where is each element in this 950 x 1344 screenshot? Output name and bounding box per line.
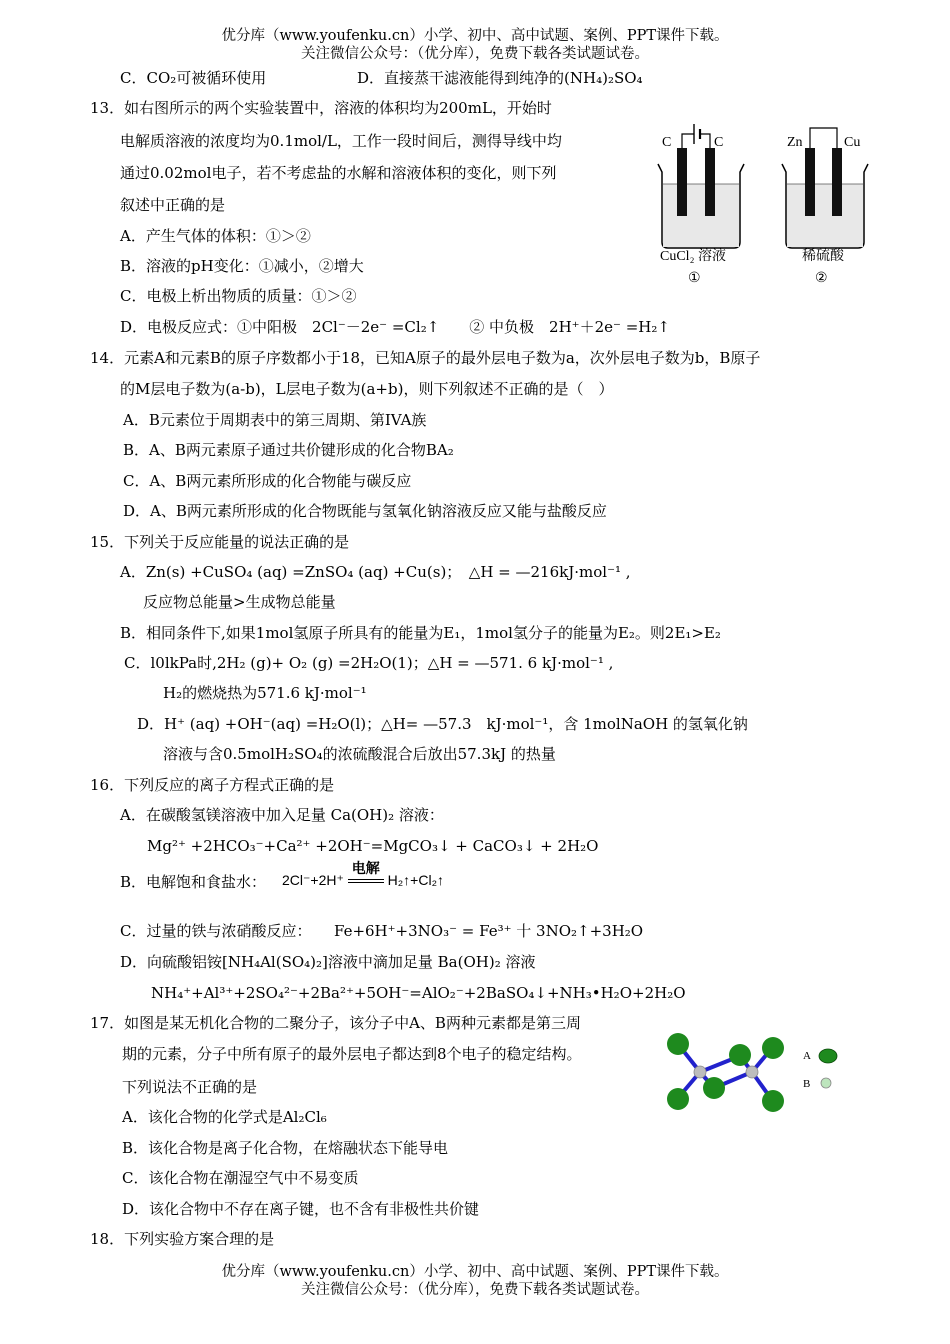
header-line-1: 优分库（www.youfenku.cn）小学、初中、高中试题、案例、PPT课件下载。 xyxy=(221,28,729,44)
q16-option-d-line-1: D．向硫酸铝铵[NH₄Al(SO₄)₂]溶液中滴加足量 Ba(OH)₂ 溶液 xyxy=(120,953,536,971)
q13-option-a: A．产生气体的体积：①＞② xyxy=(120,227,311,245)
q15-option-a-line-1: A．Zn(s) +CuSO₄ (aq) =ZnSO₄ (aq) +Cu(s)； △H = —216kJ·mol⁻¹ , xyxy=(120,563,631,581)
atoms-b xyxy=(694,1066,758,1078)
label-c-right: C xyxy=(714,135,724,150)
device-2-number: ② xyxy=(815,271,828,286)
label-cu: Cu xyxy=(844,135,861,150)
device-1-number: ① xyxy=(688,271,701,286)
q16-option-a-line-2: Mg²⁺ +2HCO₃⁻+Ca²⁺ +2OH⁻=MgCO₃↓ + CaCO₃↓ + 2H₂O xyxy=(147,837,599,855)
q13-stem-line-3: 通过0.02mol电子，若不考虑盐的水解和溶液体积的变化，则下列 xyxy=(120,164,557,182)
q14-option-a: A．B元素位于周期表中的第三周期、第IVA族 xyxy=(123,411,427,429)
legend-b-label: B xyxy=(803,1078,811,1090)
q17-option-a: A．该化合物的化学式是Al₂Cl₆ xyxy=(122,1108,327,1126)
solution-1-label: CuCl₂ 溶液 xyxy=(660,249,726,264)
q14-option-d: D．A、B两元素所形成的化合物既能与氢氧化钠溶液反应又能与盐酸反应 xyxy=(123,502,607,520)
label-zn: Zn xyxy=(787,135,803,150)
q16-option-d-line-2: NH₄⁺+Al³⁺+2SO₄²⁻+2Ba²⁺+5OH⁻=AlO₂⁻+2BaSO₄↓+NH₃•H₂O+2H₂O xyxy=(151,984,686,1002)
equation-left: 2Cl⁻+2H⁺ xyxy=(282,872,344,888)
q16-option-a-line-1: A．在碳酸氢镁溶液中加入足量 Ca(OH)₂ 溶液： xyxy=(120,806,444,824)
q15-option-a-line-2: 反应物总能量>生成物总能量 xyxy=(143,593,336,611)
solution-2-label: 稀硫酸 xyxy=(802,249,844,264)
q15-option-c-line-1: C．l0lkPa时,2H₂ (g)+ O₂ (g) =2H₂O(1)；△H = —571. 6 kJ·mol⁻¹ , xyxy=(124,654,614,672)
q16-option-b-equation xyxy=(282,860,445,890)
footer-line-2: 关注微信公众号：（优分库），免费下载各类试题试卷。 xyxy=(301,1282,649,1298)
q13-stem-line-2: 电解质溶液的浓度均为0.1mol/L，工作一段时间后，测得导线中均 xyxy=(120,132,562,150)
q17-option-c: C．该化合物在潮湿空气中不易变质 xyxy=(122,1169,359,1187)
q17-stem-line-1: 17．如图是某无机化合物的二聚分子，该分子中A、B两种元素都是第三周 xyxy=(90,1014,581,1032)
q16-stem: 16．下列反应的离子方程式正确的是 xyxy=(90,776,335,794)
equation-right: H₂↑+Cl₂↑ xyxy=(387,872,445,888)
q12-option-d: D．直接蒸干滤液能得到纯净的(NH₄)₂SO₄ xyxy=(357,69,643,87)
footer-line-1: 优分库（www.youfenku.cn）小学、初中、高中试题、案例、PPT课件下载。 xyxy=(221,1264,729,1280)
label-c-left: C xyxy=(662,135,672,150)
q13-option-b: B．溶液的pH变化：①减小，②增大 xyxy=(120,257,364,275)
electrode-c-right xyxy=(705,148,715,216)
q13-option-c: C．电极上析出物质的质量：①＞② xyxy=(120,287,357,305)
electrode-c-left xyxy=(677,148,687,216)
q13-option-d: D．电极反应式：①中阳极 2Cl⁻－2e⁻ =Cl₂↑ ② 中负极 2H⁺＋2e⁻ =H₂↑ xyxy=(120,318,670,336)
q16-option-b: B．电解饱和食盐水： xyxy=(120,873,267,891)
q15-option-c-line-2: H₂的燃烧热为571.6 kJ·mol⁻¹ xyxy=(163,684,367,702)
q17-stem-line-2: 期的元素，分子中所有原子的最外层电子都达到8个电子的稳定结构。 xyxy=(122,1045,582,1063)
q13-stem-line-1: 13．如右图所示的两个实验装置中，溶液的体积均为200mL，开始时 xyxy=(90,99,552,117)
q12-option-c: C．CO₂可被循环使用 xyxy=(120,69,267,87)
legend-a-label: A xyxy=(803,1050,811,1062)
q13-electrolysis-figure xyxy=(650,112,870,290)
q17-option-b: B．该化合物是离子化合物，在熔融状态下能导电 xyxy=(122,1139,449,1157)
q17-molecule-figure xyxy=(660,1026,845,1118)
legend-a-swatch xyxy=(819,1049,837,1063)
q15-option-d-line-2: 溶液与含0.5molH₂SO₄的浓硫酸混合后放出57.3kJ 的热量 xyxy=(163,745,556,763)
q15-option-d-line-1: D．H⁺ (aq) +OH⁻(aq) =H₂O(l)；△H= —57.3 kJ·mol⁻¹，含 1molNaOH 的氢氧化钠 xyxy=(137,715,748,733)
q14-stem-line-2: 的M层电子数为(a-b)，L层电子数为(a+b)，则下列叙述不正确的是（ ） xyxy=(120,380,614,398)
beaker-1 xyxy=(658,124,744,248)
beaker-2 xyxy=(782,128,868,248)
electrode-zn xyxy=(805,148,815,216)
q13-stem-line-4: 叙述中正确的是 xyxy=(120,196,226,214)
equation-condition: 电解 xyxy=(351,860,380,876)
atoms-a xyxy=(667,1033,784,1112)
q15-option-b: B．相同条件下,如果1mol氢原子所具有的能量为E₁，1mol氢分子的能量为E₂。则2E₁>E₂ xyxy=(120,624,721,642)
q14-option-c: C．A、B两元素所形成的化合物能与碳反应 xyxy=(123,472,412,490)
q17-stem-line-3: 下列说法不正确的是 xyxy=(122,1078,258,1096)
q14-option-b: B．A、B两元素原子通过共价键形成的化合物BA₂ xyxy=(123,441,454,459)
q15-stem: 15．下列关于反应能量的说法正确的是 xyxy=(90,533,350,551)
q14-stem-line-1: 14．元素A和元素B的原子序数都小于18，已知A原子的最外层电子数为a，次外层电子数为b，B原子 xyxy=(90,349,761,367)
legend-b-swatch xyxy=(821,1078,831,1088)
q17-option-d: D．该化合物中不存在离子键，也不含有非极性共价键 xyxy=(122,1200,480,1218)
electrode-cu xyxy=(832,148,842,216)
q18-stem: 18．下列实验方案合理的是 xyxy=(90,1230,275,1248)
header-line-2: 关注微信公众号：（优分库），免费下载各类试题试卷。 xyxy=(301,46,649,62)
q16-option-c: C．过量的铁与浓硝酸反应： Fe+6H⁺+3NO₃⁻ = Fe³⁺ 十 3NO₂↑+3H₂O xyxy=(120,922,644,940)
